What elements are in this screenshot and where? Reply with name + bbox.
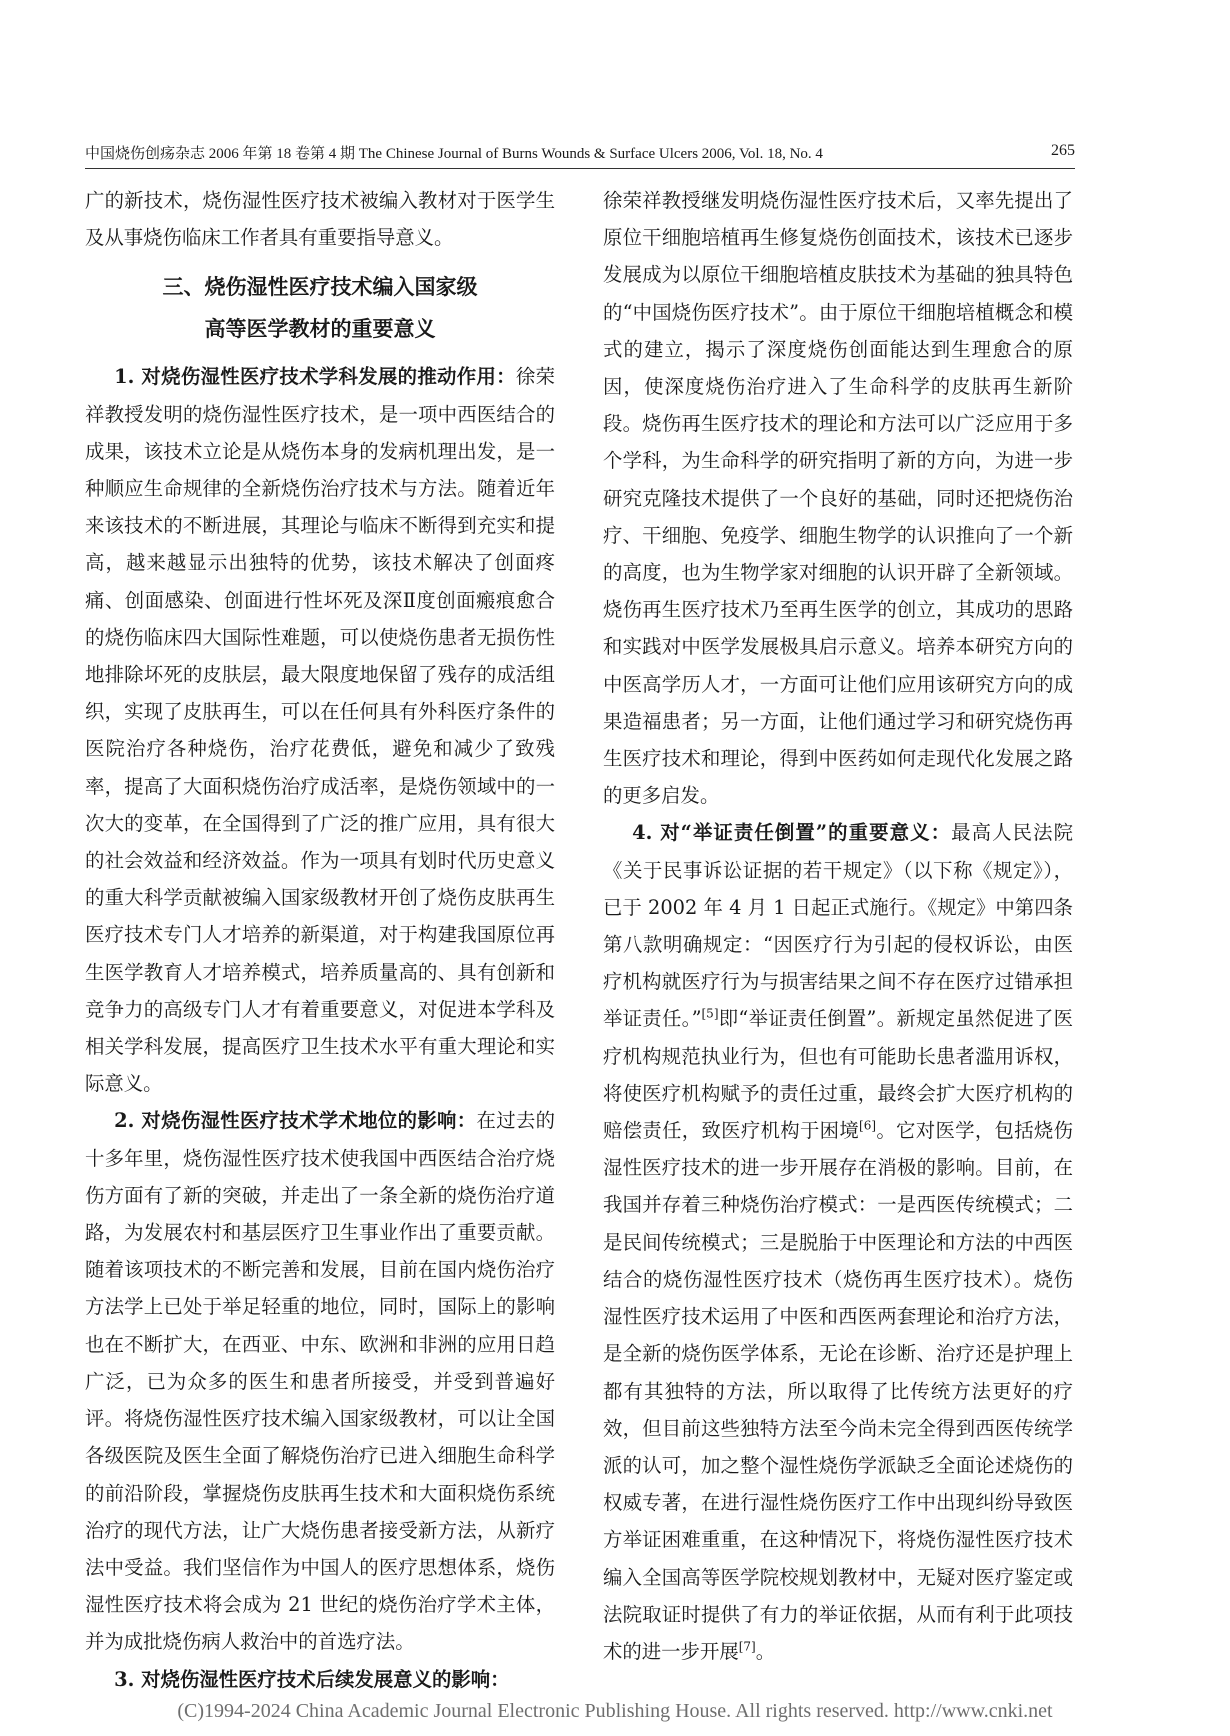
item-3-paragraph xyxy=(85,1661,555,1698)
section-heading xyxy=(85,266,555,350)
citation-7: [7] xyxy=(738,1639,756,1654)
section-heading-line-2: 高等医学教材的重要意义 xyxy=(204,316,436,342)
running-header xyxy=(85,140,1075,166)
item-2-title: 2. 对烧伤湿性医疗技术学术地位的影响： xyxy=(114,1109,477,1133)
citation-5: [5] xyxy=(701,1007,719,1021)
item-4-text-a: 最高人民法院《关于民事诉讼证据的若干规定》（以下称《规定》），已于 2002 年 4 月 1 日起正式施行。《规定》中第四条第八款明确规定：“因医疗行为引起的侵权诉讼，由医疗机构就医疗行为与损害结果之间不存在医疗过错承担举证责任。” xyxy=(603,821,1074,1031)
item-3-continuation: 徐荣祥教授继发明烧伤湿性医疗技术后，又率先提出了原位干细胞培植再生修复烧伤创面技术，该技术已逐步发展成为以原位干细胞培植皮肤技术为基础的独具特色的“中国烧伤医疗技术”。由于原位干细胞培植概念和模式的建立，揭示了深度烧伤创面能达到生理愈合的原因，使深度烧伤治疗进入了生命科学的皮肤再生新阶段。烧伤再生医疗技术的理论和方法可以广泛应用于多个学科，为生命科学的研究指明了新的方向，为进一步研究克隆技术提供了一个良好的基础，同时还把烧伤治疗、干细胞、免疫学、细胞生物学的认识推向了一个新的高度，也为生物学家对细胞的认识开辟了全新领域。烧伤再生医疗技术乃至再生医学的创立，其成功的思路和实践对中医学发展极具启示意义。培养本研究方向的中医高学历人才，一方面可让他们应用该研究方向的成果造福患者；另一方面，让他们通过学习和研究烧伤再生医疗技术和理论，得到中医药如何走现代化发展之路的更多启发。 xyxy=(603,189,1073,808)
citation-6: [6] xyxy=(859,1118,877,1133)
section-heading-line-1: 三、烧伤湿性医疗技术编入国家级 xyxy=(162,274,478,300)
intro-paragraph: 广的新技术，烧伤湿性医疗技术被编入教材对于医学生及从事烧伤临床工作者具有重要指导意义。 xyxy=(85,189,555,250)
right-column xyxy=(603,182,1073,1670)
item-4-title: 4. 对“举证责任倒置”的重要意义： xyxy=(632,821,952,845)
item-2-paragraph xyxy=(85,1102,555,1660)
item-4-text-d: 。 xyxy=(755,1639,776,1663)
item-4-paragraph xyxy=(603,814,1073,1670)
journal-citation: 中国烧伤创疡杂志 2006 年第 18 卷第 4 期 The Chinese Journal of Burns Wounds & Surface Ulcers 2006, Vol. 18, No. 4 xyxy=(85,146,823,162)
page-number: 265 xyxy=(1051,142,1075,159)
item-1-title: 1. 对烧伤湿性医疗技术学科发展的推动作用： xyxy=(114,365,516,389)
item-4-text-c: 。它对医学，包括烧伤湿性医疗技术的进一步开展存在消极的影响。目前，在我国并存着三种烧伤治疗模式：一是西医传统模式；二是民间传统模式；三是脱胎于中医理论和方法的中西医结合的烧伤湿性医疗技术（烧伤再生医疗技术）。烧伤湿性医疗技术运用了中医和西医两套理论和治疗方法，是全新的烧伤医学体系，无论在诊断、治疗还是护理上都有其独特的方法，所以取得了比传统方法更好的疗效，但目前这些独特方法至今尚未完全得到西医传统学派的认可，加之整个湿性烧伤学派缺乏全面论述烧伤的权威专著，在进行湿性烧伤医疗工作中出现纠纷导致医方举证困难重重，在这种情况下，将烧伤湿性医疗技术编入全国高等医学院校规划教材中，无疑对医疗鉴定或法院取证时提供了有力的举证依据，从而有利于此项技术的进一步开展 xyxy=(603,1119,1074,1663)
left-column xyxy=(85,182,555,1698)
item-1-paragraph xyxy=(85,358,555,1102)
header-rule xyxy=(85,168,1075,169)
item-1-text: 徐荣祥教授发明的烧伤湿性医疗技术，是一项中西医结合的成果，该技术立论是从烧伤本身的发病机理出发，是一种顺应生命规律的全新烧伤治疗技术与方法。随着近年来该技术的不断进展，其理论与临床不断得到充实和提高，越来越显示出独特的优势，该技术解决了创面疼痛、创面感染、创面进行性坏死及深Ⅱ度创面瘢痕愈合的烧伤临床四大国际性难题，可以使烧伤患者无损伤性地排除坏死的皮肤层，最大限度地保留了残存的成活组织，实现了皮肤再生，可以在任何具有外科医疗条件的医院治疗各种烧伤，治疗花费低，避免和减少了致残率，提高了大面积烧伤治疗成活率，是烧伤领域中的一次大的变革，在全国得到了广泛的推广应用，具有很大的社会效益和经济效益。作为一项具有划时代历史意义的重大科学贡献被编入国家级教材开创了烧伤皮肤再生医疗技术专门人才培养的新渠道，对于构建我国原位再生医学教育人才培养模式，培养质量高的、具有创新和竞争力的高级专门人才有着重要意义，对促进本学科及相关学科发展，提高医疗卫生技术水平有重大理论和实际意义。 xyxy=(85,365,556,1096)
copyright-footer: (C)1994-2024 China Academic Journal Electronic Publishing House. All rights reserved. http://www.cnki.net xyxy=(177,1700,1053,1722)
item-3-title: 3. 对烧伤湿性医疗技术后续发展意义的影响： xyxy=(114,1667,510,1691)
item-2-text: 在过去的十多年里，烧伤湿性医疗技术使我国中西医结合治疗烧伤方面有了新的突破，并走出了一条全新的烧伤治疗道路，为发展农村和基层医疗卫生事业作出了重要贡献。随着该项技术的不断完善和发展，目前在国内烧伤治疗方法学上已处于举足轻重的地位，同时，国际上的影响也在不断扩大，在西亚、中东、欧洲和非洲的应用日趋广泛，已为众多的医生和患者所接受，并受到普遍好评。将烧伤湿性医疗技术编入国家级教材，可以让全国各级医院及医生全面了解烧伤治疗已进入细胞生命科学的前沿阶段，掌握烧伤皮肤再生技术和大面积烧伤系统治疗的现代方法，让广大烧伤患者接受新方法，从新疗法中受益。我们坚信作为中国人的医疗思想体系，烧伤湿性医疗技术将会成为 21 世纪的烧伤治疗学术主体，并为成批烧伤病人救治中的首选疗法。 xyxy=(85,1109,556,1654)
item-4-text-b: 即“举证责任倒置”。新规定虽然促进了医疗机构规范执业行为，但也有可能助长患者滥用诉权，将使医疗机构赋予的责任过重，最终会扩大医疗机构的赔偿责任，致医疗机构于困境 xyxy=(603,1007,1074,1143)
